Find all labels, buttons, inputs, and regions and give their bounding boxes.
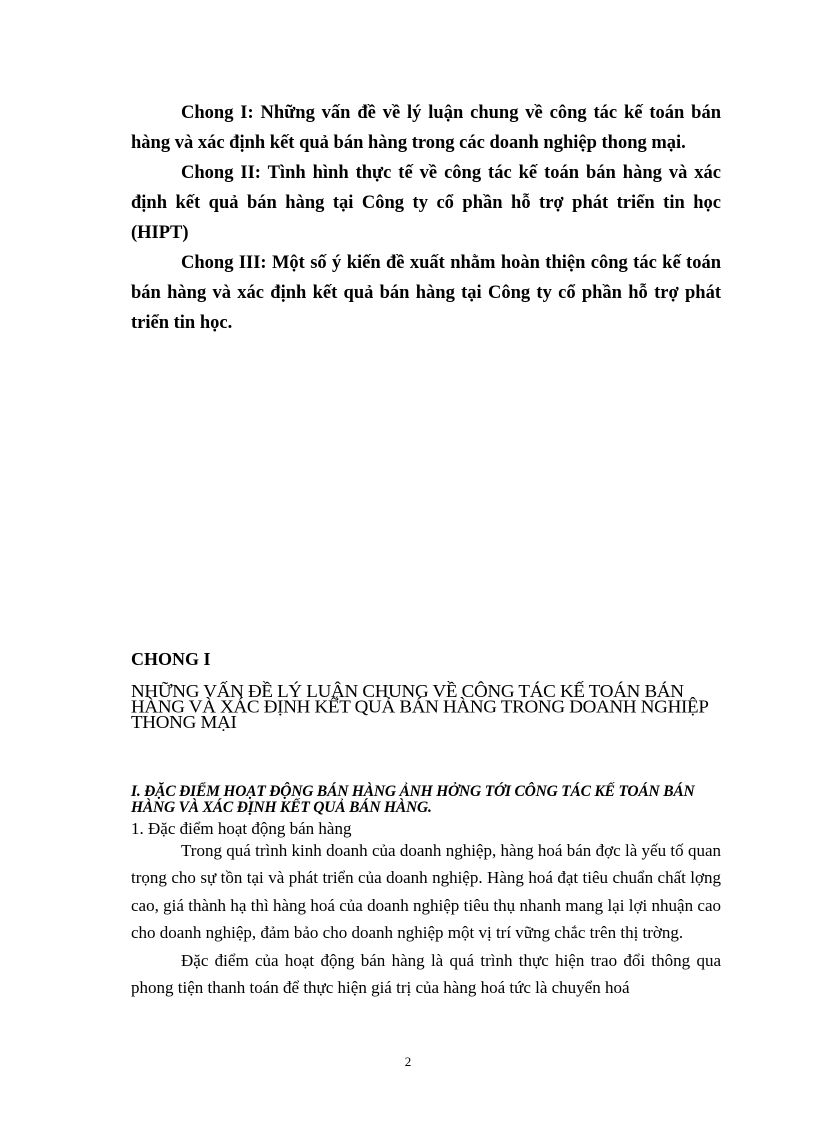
overview-chapter-2: Chong II: Tình hình thực tế về công tác kế toán bán hàng và xác định kết quả bán hàng tại Công ty cổ phần hỗ trợ phát triển tin học (HIPT) [131,163,721,243]
subsection-heading: 1. Đặc điểm hoạt động bán hàng [131,819,352,838]
overview-chapter-3: Chong III: Một số ý kiến đề xuất nhằm hoàn thiện công tác kế toán bán hàng và xác định kết quả bán hàng tại Công ty cổ phần hỗ trợ phát triển tin học. [131,253,721,333]
chapter-label: CHONG I [131,649,211,669]
body-paragraph-2: Đặc điểm của hoạt động bán hàng là quá trình thực hiện trao đổi thông qua phong tiện thanh toán để thực hiện giá trị của hàng hoá tức là chuyển hoá [131,950,721,998]
chapter-overview [131,98,721,338]
section-heading: I. ĐẶC ĐIỂM HOẠT ĐỘNG BÁN HÀNG ẢNH HỞNG TỚI CÔNG TÁC KẾ TOÁN BÁN HÀNG VÀ XÁC ĐỊNH KẾT QUẢ BÁN HÀNG. [131,783,695,816]
overview-chapter-1: Chong I: Những vấn đề về lý luận chung về công tác kế toán bán hàng và xác định kết quả bán hàng trong các doanh nghiệp thong mại. [131,103,721,153]
body-text [131,837,721,1001]
body-paragraph-1: Trong quá trình kinh doanh của doanh nghiệp, hàng hoá bán đợc là yếu tố quan trọng cho sự tồn tại và phát triển của doanh nghiệp. Hàng hoá đạt tiêu chuẩn chất lợng cao, giá thành hạ thì hàng hoá của doanh nghiệp tiêu thụ nhanh mang lại lợi nhuận cao cho doanh nghiệp, đảm bảo cho doanh nghiệp một vị trí vững chắc trên thị trờng. [131,841,721,943]
chapter-title: NHỮNG VẤN ĐỀ LÝ LUẬN CHUNG VỀ CÔNG TÁC KẾ TOÁN BÁN HÀNG VÀ XÁC ĐỊNH KẾT QUẢ BÁN HÀNG TRONG DOANH NGHIỆP THONG MẠI [131,682,708,733]
page-number: 2 [404,1054,412,1069]
